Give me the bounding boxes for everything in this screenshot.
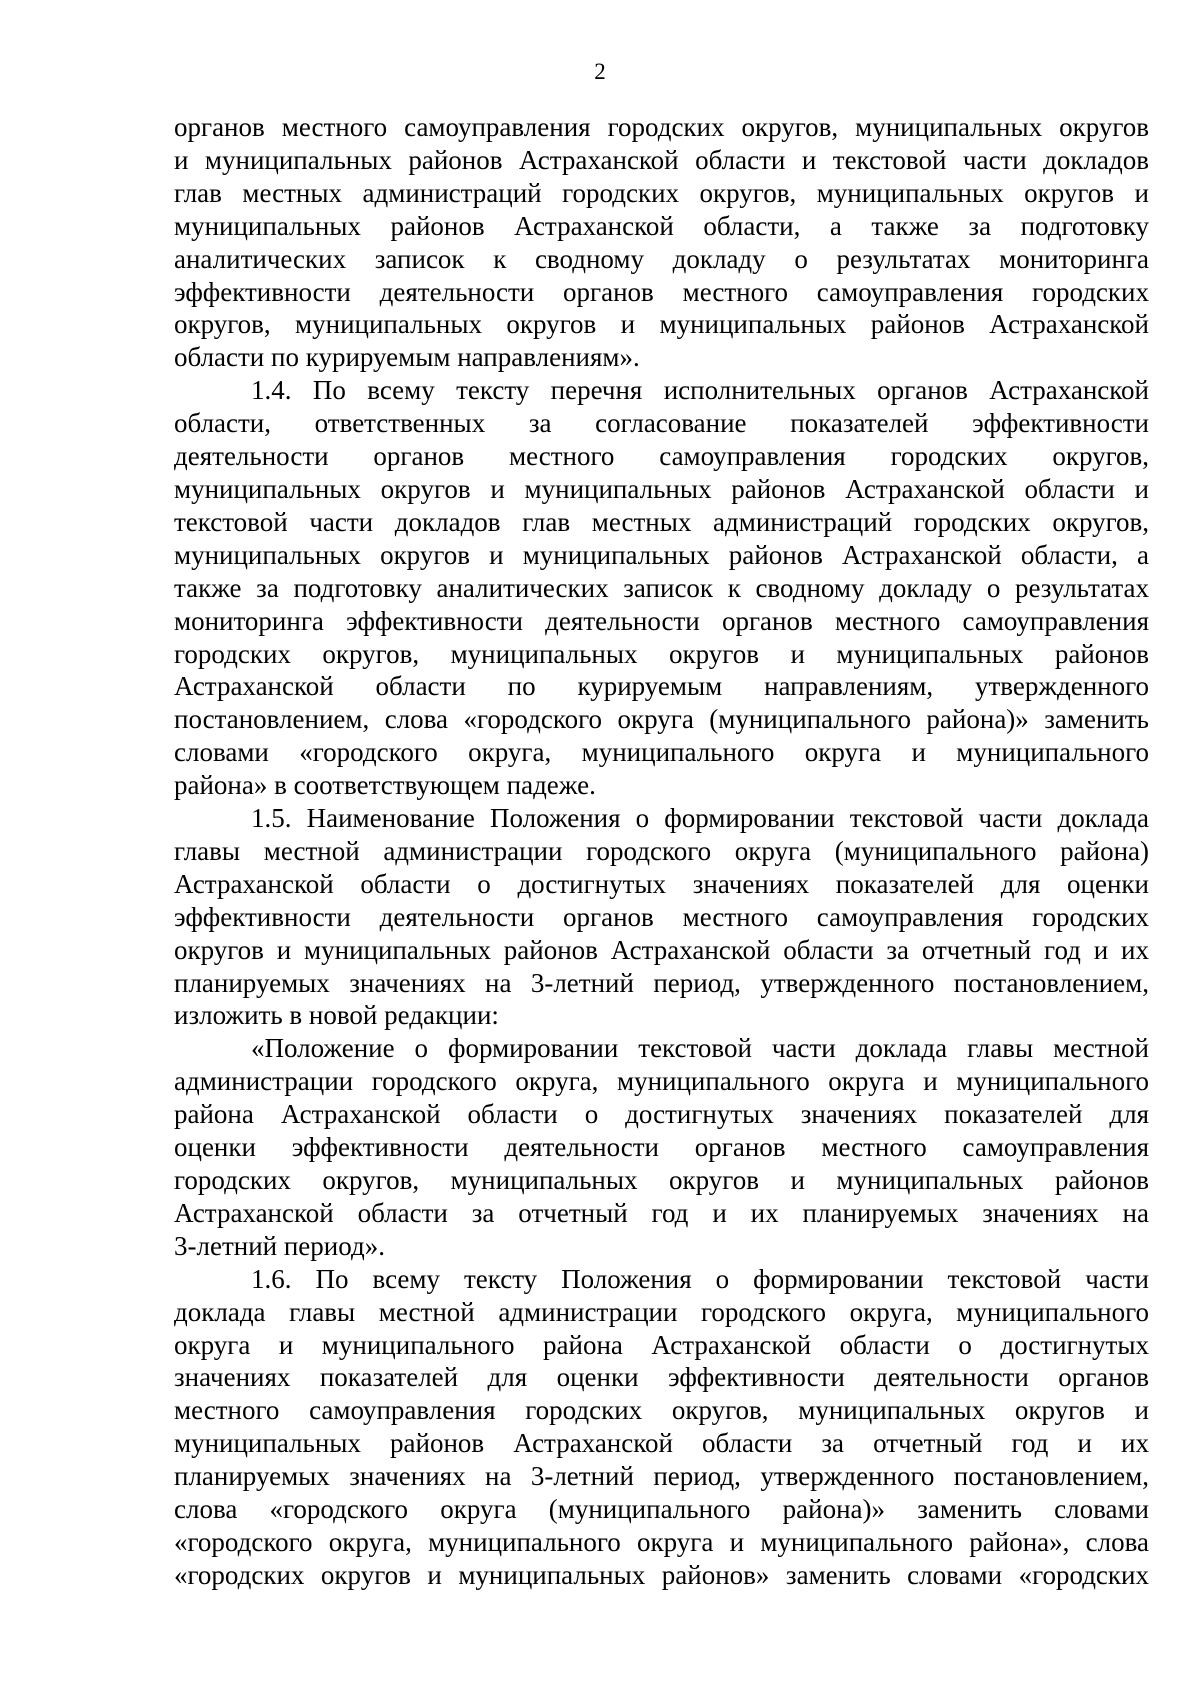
paragraph [174,802,1149,1032]
text-line: доклада главы местной администрации городского округа, муниципального [174,1296,1149,1327]
text-line: муниципальных округов и муниципальных районов Астраханской области, а [174,539,1149,570]
paragraph [174,111,1149,374]
text-line: постановлением, слова «городского округа (муниципального района)» заменить [174,704,1149,735]
text-line: администрации городского округа, муниципального округа и муниципального [174,1066,1149,1097]
text-line: изложить в новой редакции: [174,1000,499,1031]
text-line: Астраханской области за отчетный год и их планируемых значениях на [174,1197,1149,1228]
text-line: округа и муниципального района Астраханской области о достигнутых [174,1329,1149,1360]
text-line: также за подготовку аналитических записок к сводному докладу о результатах [174,572,1149,603]
text-line: глав местных администраций городских округов, муниципальных округов и [174,177,1149,208]
text-line: 1.6. По всему тексту Положения о формировании текстовой части [251,1263,1149,1294]
text-line: Астраханской области о достигнутых значениях показателей для оценки [174,868,1149,899]
text-line: муниципальных округов и муниципальных районов Астраханской области и [174,473,1149,504]
text-line: городских округов, муниципальных округов и муниципальных районов [174,1165,1149,1195]
text-line: местного самоуправления городских округов, муниципальных округов и [174,1395,1149,1426]
paragraph [174,1263,1149,1592]
text-line: Астраханской области по курируемым направлениям, утвержденного [174,671,1149,702]
text-line: 1.5. Наименование Положения о формировании текстовой части доклада [251,803,1149,834]
text-line: и муниципальных районов Астраханской области и текстовой части докладов [174,144,1149,175]
text-line: муниципальных районов Астраханской области за отчетный год и их [174,1428,1149,1459]
text-line: планируемых значениях на 3-летний период, утвержденного постановлением, [174,1461,1149,1492]
page-number: 2 [594,59,606,84]
text-line: слова «городского округа (муниципального района)» заменить словами [174,1494,1149,1525]
text-line: городских округов, муниципальных округов и муниципальных районов [174,638,1149,669]
text-line: района Астраханской области о достигнутых значениях показателей для [174,1099,1149,1130]
text-line: района» в соответствующем падеже. [174,770,596,801]
text-line: словами «городского округа, муниципального округа и муниципального [174,737,1149,768]
text-line: мониторинга эффективности деятельности органов местного самоуправления [174,605,1149,636]
text-line: «городских округов и муниципальных районов» заменить словами «городских [174,1559,1149,1590]
text-line: оценки эффективности деятельности органов местного самоуправления [174,1132,1149,1163]
paragraph [174,374,1149,802]
text-line: эффективности деятельности органов местного самоуправления городских [174,901,1149,932]
paragraph [174,1032,1149,1262]
text-line: области, ответственных за согласование показателей эффективности [174,408,1149,439]
document-body [174,111,1149,1592]
text-line: эффективности деятельности органов местного самоуправления городских [174,276,1149,307]
text-line: текстовой части докладов глав местных администраций городских округов, [174,506,1149,537]
text-line: планируемых значениях на 3-летний период, утвержденного постановлением, [174,967,1149,998]
text-line: округов и муниципальных районов Астраханской области за отчетный год и их [174,934,1149,965]
text-line: округов, муниципальных округов и муниципальных районов Астраханской [174,309,1149,340]
text-line: 3-летний период». [174,1230,385,1261]
text-line: области по курируемым направлениям». [174,342,640,373]
text-line: главы местной администрации городского округа (муниципального района) [174,835,1149,866]
text-line: 1.4. По всему тексту перечня исполнительных органов Астраханской [251,375,1149,406]
text-line: органов местного самоуправления городских округов, муниципальных округов [174,112,1149,142]
text-line: «городского округа, муниципального округа и муниципального района», слова [174,1526,1149,1557]
text-line: деятельности органов местного самоуправления городских округов, [174,441,1149,472]
text-line: значениях показателей для оценки эффективности деятельности органов [174,1362,1149,1393]
text-line: «Положение о формировании текстовой части доклада главы местной [251,1033,1149,1064]
text-line: аналитических записок к сводному докладу о результатах мониторинга [174,243,1149,274]
text-line: муниципальных районов Астраханской области, а также за подготовку [174,210,1149,241]
